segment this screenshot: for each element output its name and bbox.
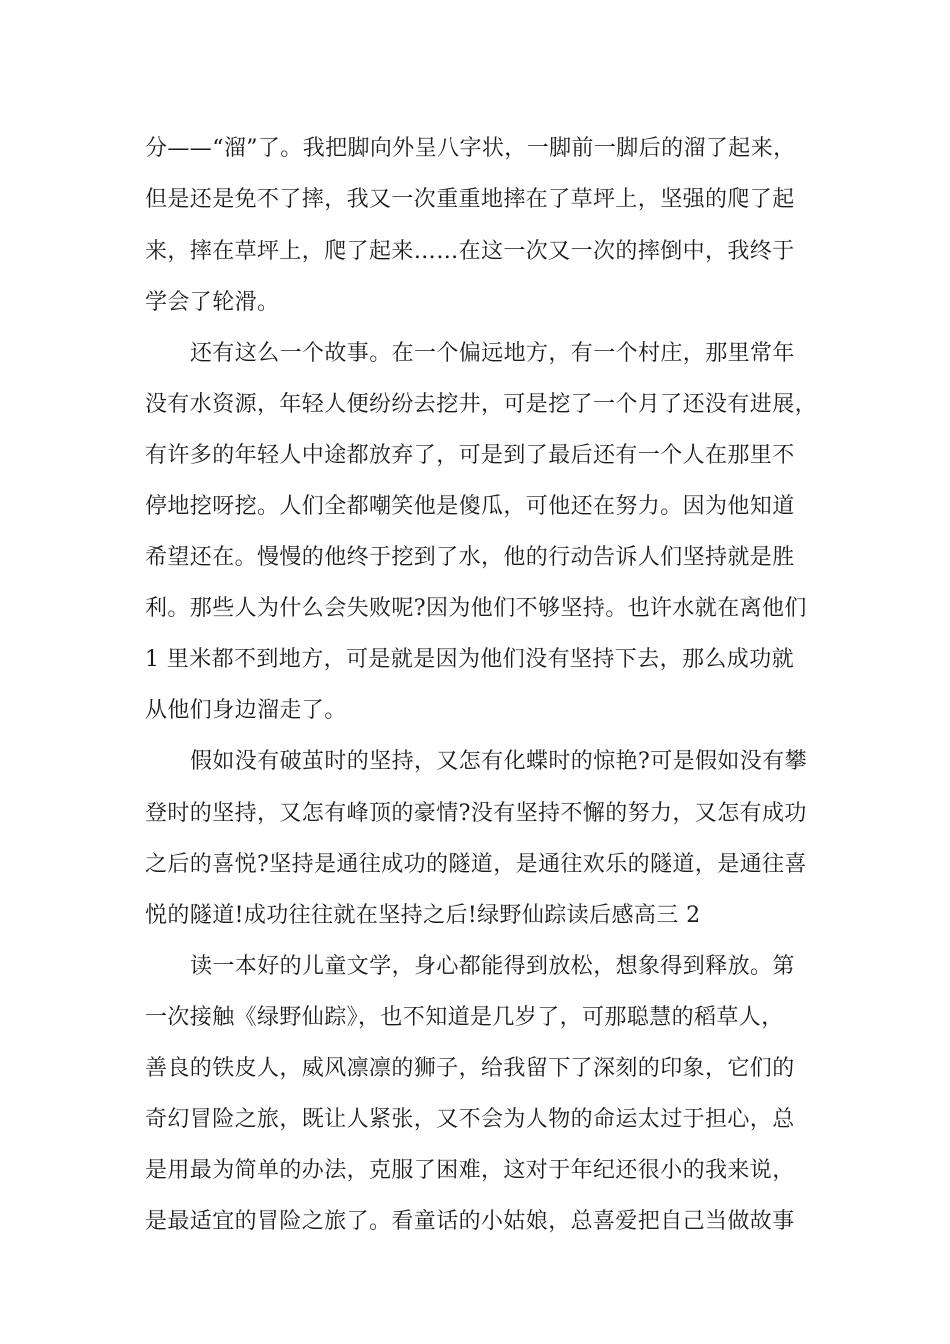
text-line: 但是还是免不了摔，我又一次重重地摔在了草坪上，坚强的爬了起 [145,187,795,212]
text-line: 利。那些人为什么会失败呢?因为他们不够坚持。也许水就在离他们 [145,596,807,621]
text-line: 之后的喜悦?坚持是通往成功的隧道，是通往欢乐的隧道，是通往喜 [145,852,807,877]
text-line: 悦的隧道!成功往往就在坚持之后!绿野仙踪读后感高三 2 [145,903,701,928]
text-line: 分——“溜”了。我把脚向外呈八字状，一脚前一脚后的溜了起来， [145,136,796,161]
text-line: 还有这么一个故事。在一个偏远地方，有一个村庄，那里常年 [190,341,795,366]
text-line: 从他们身边溜走了。 [145,698,347,723]
text-line: 来，摔在草坪上，爬了起来……在这一次又一次的摔倒中，我终于 [145,239,795,264]
text-line: 读一本好的儿童文学，身心都能得到放松，想象得到释放。第 [190,954,795,979]
text-line: 停地挖呀挖。人们全都嘲笑他是傻瓜，可他还在努力。因为他知道 [145,494,795,519]
text-line: 善良的铁皮人，威风凛凛的狮子，给我留下了深刻的印象，它们的 [145,1056,795,1081]
text-line: 登时的坚持，又怎有峰顶的豪情?没有坚持不懈的努力，又怎有成功 [145,801,807,826]
text-line: 一次接触《绿野仙踪》，也不知道是几岁了，可那聪慧的稻草人， [145,1005,784,1030]
text-line: 是最适宜的冒险之旅了。看童话的小姑娘，总喜爱把自己当做故事 [145,1209,795,1234]
text-line: 奇幻冒险之旅，既让人紧张，又不会为人物的命运太过于担心，总 [145,1107,795,1132]
text-line: 假如没有破茧时的坚持，又怎有化蝶时的惊艳?可是假如没有攀 [190,749,807,774]
text-line: 是用最为简单的办法，克服了困难，这对于年纪还很小的我来说， [145,1158,795,1183]
text-line: 学会了轮滑。 [145,290,280,315]
text-line: 有许多的年轻人中途都放弃了，可是到了最后还有一个人在那里不 [145,443,795,468]
text-line: 没有水资源，年轻人便纷纷去挖井，可是挖了一个月了还没有进展， [145,392,818,417]
text-line: 希望还在。慢慢的他终于挖到了水，他的行动告诉人们坚持就是胜 [145,545,795,570]
text-line: 1 里米都不到地方，可是就是因为他们没有坚持下去，那么成功就 [145,647,794,672]
